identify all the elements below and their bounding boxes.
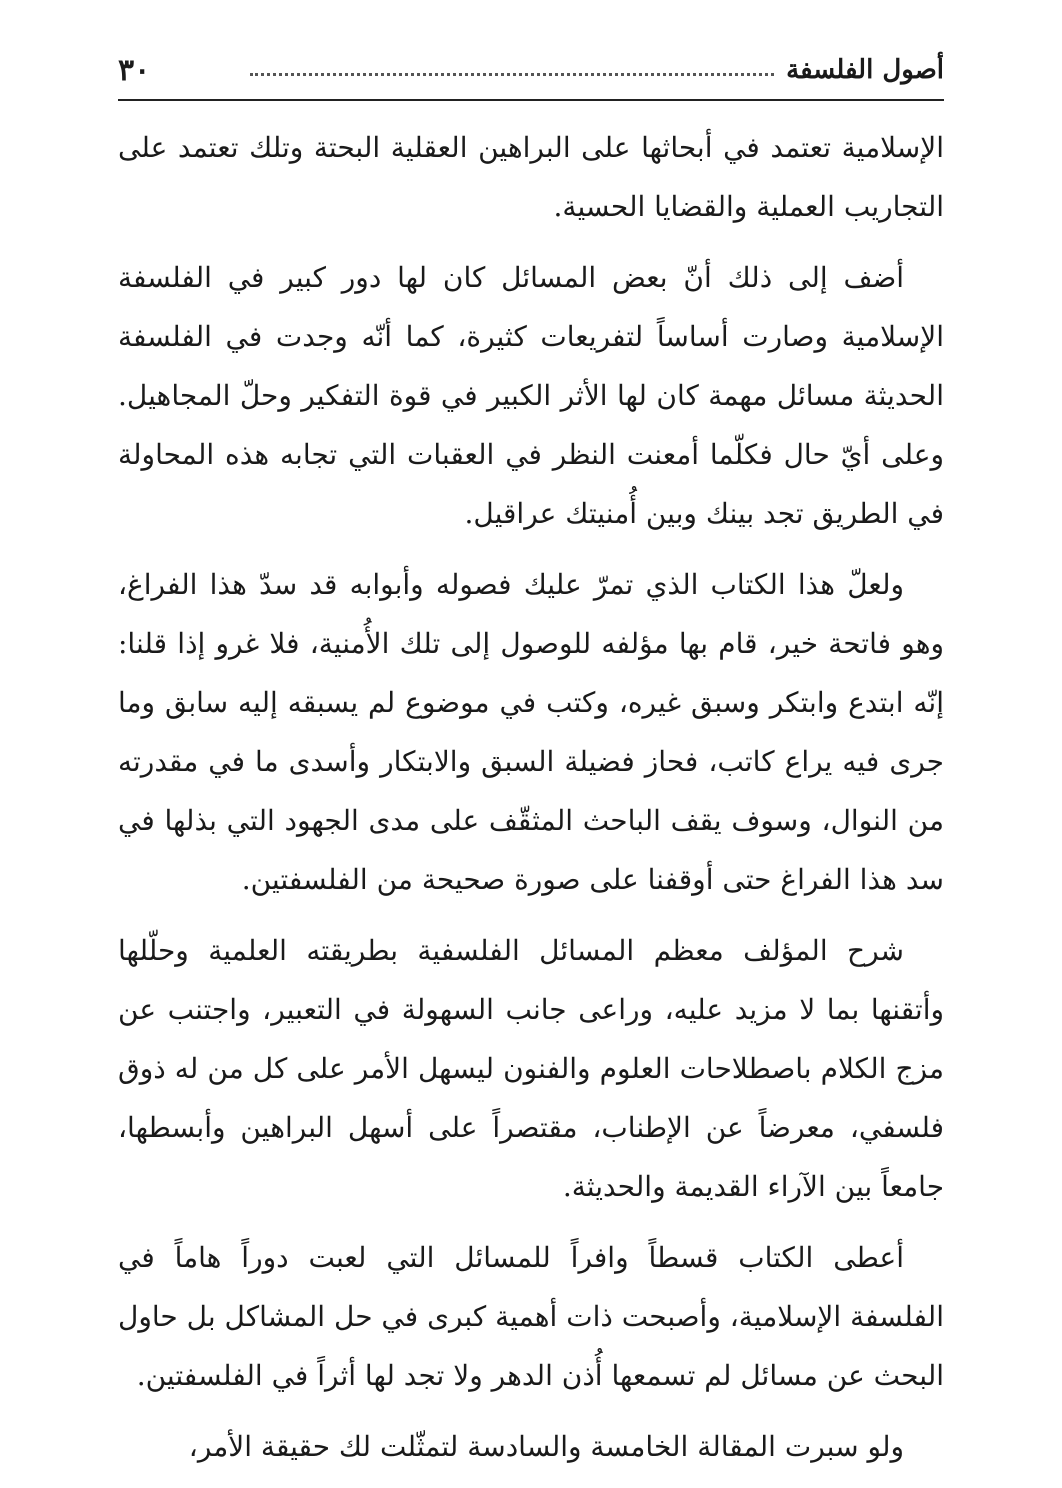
paragraph-3: ولعلّ هذا الكتاب الذي تمرّ عليك فصوله وأبوابه قد سدّ هذا الفراغ، وهو فاتحة خير، قام بها مؤلفه للوصول إلى تلك الأُمنية، فلا غرو إذا قلنا: إنّه ابتدع وابتكر وسبق غيره، وكتب في موضوع لم يسبقه إليه سابق وما جرى فيه يراع كاتب، فحاز فضيلة السبق والابتكار وأسدى ما في مقدرته من النوال، وسوف يقف الباحث المثقّف على مدى الجهود التي بذلها في سد هذا الفراغ حتى أوقفنا على صورة صحيحة من الفلسفتين.	[118, 568, 944, 896]
header-rule	[118, 99, 944, 101]
page-number: ٣٠	[118, 52, 151, 88]
running-title: أصول الفلسفة	[786, 55, 944, 85]
header-dot-leader	[250, 73, 774, 76]
paragraph-1: الإسلامية تعتمد في أبحاثها على البراهين العقلية البحتة وتلك تعتمد على التجاريب العملية والقضايا الحسية.	[118, 131, 944, 223]
body-text	[118, 118, 944, 1488]
paragraph-6: ولو سبرت المقالة الخامسة والسادسة لتمثّلت لك حقيقة الأمر،	[188, 1430, 904, 1463]
running-header	[118, 44, 944, 96]
paragraph-2: أضف إلى ذلك أنّ بعض المسائل كان لها دور كبير في الفلسفة الإسلامية وصارت أساساً لتفريعات كثيرة، كما أنّه وجدت في الفلسفة الحديثة مسائل مهمة كان لها الأثر الكبير في قوة التفكير وحلّ المجاهيل. وعلى أيّ حال فكلّما أمعنت النظر في العقبات التي تجابه هذه المحاولة في الطريق تجد بينك وبين أُمنيتك عراقيل.	[118, 261, 944, 530]
paragraph-4: شرح المؤلف معظم المسائل الفلسفية بطريقته العلمية وحلّلها وأتقنها بما لا مزيد عليه، وراعى جانب السهولة في التعبير، واجتنب عن مزج الكلام باصطلاحات العلوم والفنون ليسهل الأمر على كل من له ذوق فلسفي، معرضاً عن الإطناب، مقتصراً على أسهل البراهين وأبسطها، جامعاً بين الآراء القديمة والحديثة.	[118, 934, 944, 1203]
paragraph-5: أعطى الكتاب قسطاً وافراً للمسائل التي لعبت دوراً هاماً في الفلسفة الإسلامية، وأصبحت ذات أهمية كبرى في حل المشاكل بل حاول البحث عن مسائل لم تسمعها أُذن الدهر ولا تجد لها أثراً في الفلسفتين.	[118, 1241, 944, 1392]
